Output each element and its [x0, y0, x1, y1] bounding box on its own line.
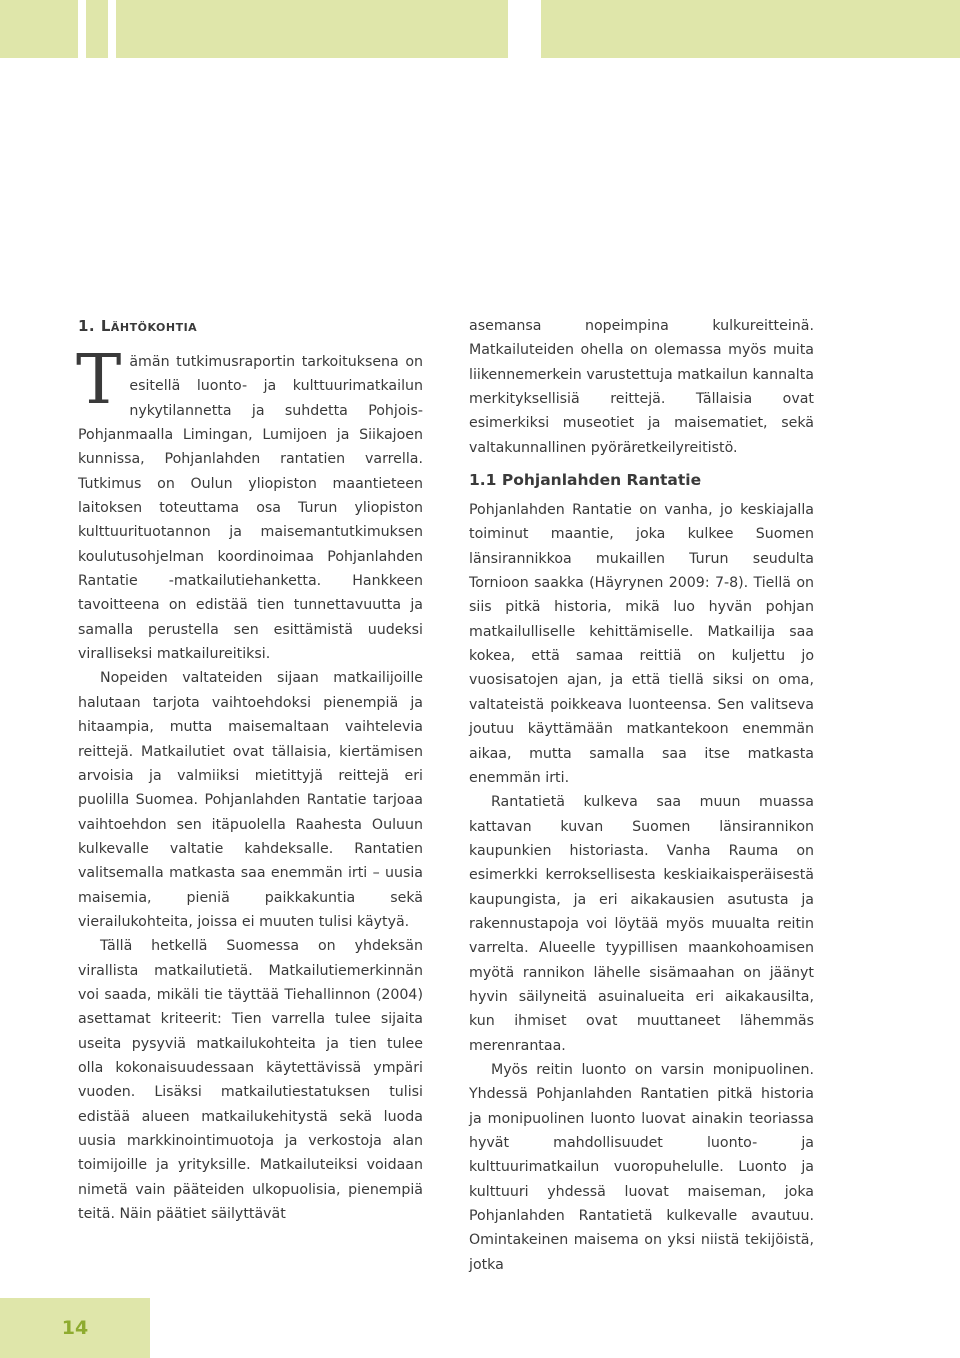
page-number: 14 [61, 1317, 89, 1339]
intro-paragraph-text: ämän tutkimusraportin tarkoituksena on esitellä luonto- ja kulttuurimatkailun nykytilannetta ja suhdetta Pohjois-Pohjanmaalla Limingan, Lumijoen ja Siikajoen kunnissa, Pohjanlahden rantatien varrella. Tutkimus on Oulun yliopiston maantieteen laitoksen toteuttama osa Turun yliopiston kulttuurituotannon ja maisemantutkimuksen koulutusohjelman koordinoimaa Pohjanlahden Rantatie -matkailutiehanketta. Hankkeen tavoitteena on edistää tien tunnettavuutta ja samalla perustella sen esittämistä uudeksi viralliseksi matkailureitiksi. [78, 354, 423, 663]
header-decor-block [0, 0, 78, 58]
chapter-title: 1. Lähtökohtia [78, 317, 198, 335]
continued-paragraph: asemansa nopeimpina kulkureitteinä. Matkailuteiden ohella on olemassa myös muita liikennemerkein varustettuja matkailun kannalta merkityksellisiä reittejä. Tällaisia ovat esimerkiksi museotiet ja maisematiet, sekä valtakunnallinen pyöräretkeilyreitistö. [469, 318, 814, 456]
body-paragraph: Myös reitin luonto on varsin monipuolinen. Yhdessä Pohjanlahden Rantatien pitkä historia ja monipuolinen luonto luovat ainakin teoriassa hyvät mahdollisuudet luonto- ja kulttuurimatkailun vuoropuhelulle. Luonto ja kulttuuri yhdessä luovat maiseman, joka Pohjanlahden Rantatietä kulkevalle avautuu. Omintakeinen maisema on yksi niistä tekijöistä, jotka [469, 1061, 814, 1273]
body-paragraph: Rantatietä kulkeva saa muun muassa kattavan kuvan Suomen länsirannikon kaupunkien historiasta. Vanha Rauma on esimerkki kerroksellisesta keskiaikaisperäisestä kaupungista, ja eri aikakausien asutusta ja rakennustapoja voi löytää myös muualta reitin varrelta. Alueelle tyypillisen maankohoamisen myötä rannikon lähelle sisämaahan on jäänyt hyvin säilyneitä asuinalueita eri aikakausilta, kun ihmiset ovat muuttaneet lähemmäs merenrantaa. [469, 794, 814, 1054]
body-paragraph: Pohjanlahden Rantatie on vanha, jo keskiajalla toiminut maantie, joka kulkee Suomen länsirannikkoa mukaillen Turun seudulta Tornioon saakka (Häyrynen 2009: 7-8). Tiellä on siis pitkä historia, mikä luo hyvän pohjan matkailulliselle kehittämiselle. Matkailija saa kokea, että samaa reittiä on kuljettu jo vuosisatojen ajan, ja että tiellä siksi on oma, valtateistä poikkeava luonteensa. Sen valitseva joutuu käyttämään matkantekoon enemmän aikaa, mutta samalla saa itse matkasta enemmän irti. [469, 502, 814, 786]
header-decor-block [116, 0, 508, 58]
header-decor-block [541, 0, 960, 58]
section-title: 1.1 Pohjanlahden Rantatie [469, 471, 702, 490]
intro-paragraph [76, 341, 423, 666]
left-column [78, 314, 423, 1226]
right-column [469, 314, 814, 1277]
body-paragraph: Tällä hetkellä Suomessa on yhdeksän virallista matkailutietä. Matkailutiemerkinnän voi saada, mikäli tie täyttää Tiehallinnon (2004) asettamat kriteerit: Tien varrella tulee sijaita useita pysyviä matkailukohteita ja tien tulee olla kokonaisuudessaan käytettävissä ympäri vuoden. Lisäksi matkailutiestatuksen tulisi edistää alueen matkailukehitystä sekä luoda uusia markkinointimuotoja ja verkostoja alan toimijoille ja yrityksille. Matkailuteiksi voidaan nimetä vain pääteiden ulkopuolisia, pienempiä teitä. Näin päätiet säilyttävät [78, 938, 423, 1223]
drop-cap: T [76, 341, 122, 420]
body-paragraph: Nopeiden valtateiden sijaan matkailijoille halutaan tarjota vaihtoehdoksi pienempiä ja hitaampia, mutta maisemaltaan vaihtelevia reittejä. Matkailutiet ovat tällaisia, kiertämisen arvoisia ja valmiiksi mietittyjä reittejä eri puolilla Suomea. Pohjanlahden Rantatie tarjoaa vaihtoehdon sen itäpuolella Raahesta Ouluun kulkevalle valtatie kahdeksalle. Rantatien valitsemalla matkasta saa enemmän irti – uusia maisemia, pieniä paikkakuntia sekä vierailukohteita, joissa ei muuten tulisi käytyä. [78, 670, 423, 930]
header-decor-block [86, 0, 108, 58]
